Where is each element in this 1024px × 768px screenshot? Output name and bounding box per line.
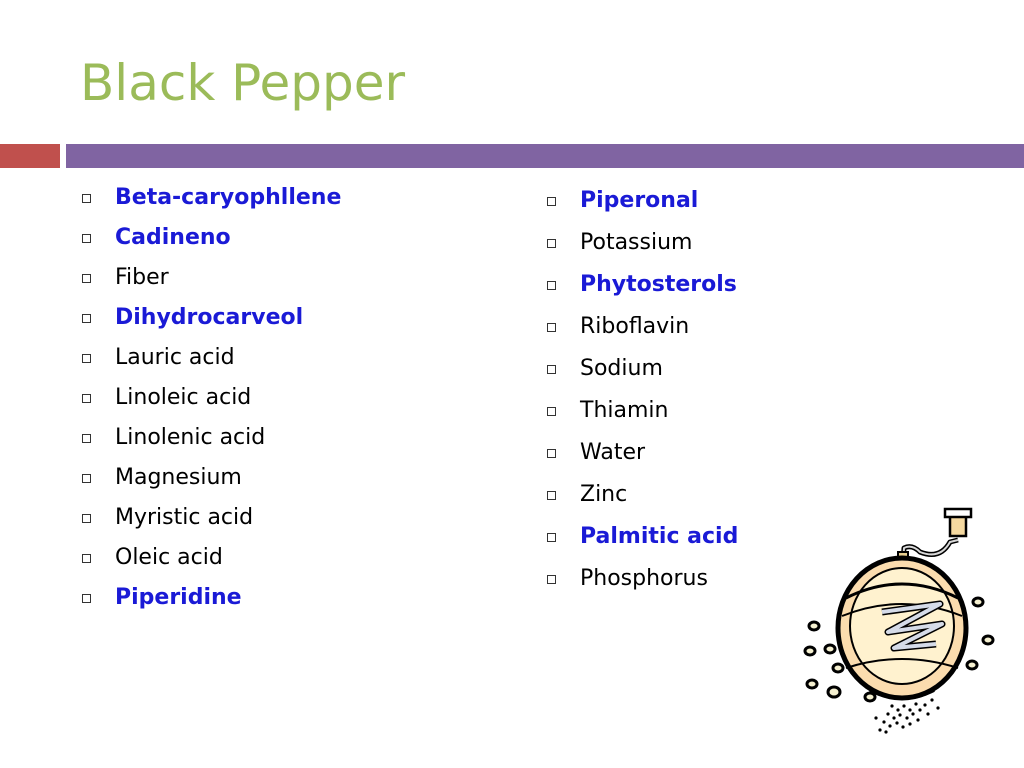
list-item-text: Piperidine xyxy=(115,585,242,610)
square-bullet-icon xyxy=(82,594,91,603)
square-bullet-icon xyxy=(547,449,556,458)
square-bullet-icon xyxy=(82,514,91,523)
pepper-grinder-icon xyxy=(800,500,1000,740)
square-bullet-icon xyxy=(82,314,91,323)
list-item-text: Water xyxy=(580,440,646,465)
list-item-text: Linolenic acid xyxy=(115,425,266,450)
list-item-text: Piperonal xyxy=(580,188,699,213)
list-item-text: Lauric acid xyxy=(115,345,235,370)
square-bullet-icon xyxy=(547,323,556,332)
list-item xyxy=(80,340,341,380)
list-item-text: Linoleic acid xyxy=(115,385,252,410)
list-item xyxy=(80,500,341,540)
list-item xyxy=(80,540,341,580)
list-item xyxy=(545,226,738,268)
left-bullet-list xyxy=(80,180,341,620)
title-divider-bar xyxy=(66,144,1024,168)
list-item-text: Dihydrocarveol xyxy=(115,305,304,330)
square-bullet-icon xyxy=(547,491,556,500)
list-item-text: Thiamin xyxy=(580,398,669,423)
list-item xyxy=(80,260,341,300)
list-item xyxy=(545,310,738,352)
square-bullet-icon xyxy=(547,407,556,416)
list-item xyxy=(545,352,738,394)
list-item xyxy=(80,380,341,420)
square-bullet-icon xyxy=(82,474,91,483)
square-bullet-icon xyxy=(547,365,556,374)
list-item-text: Phytosterols xyxy=(580,272,737,297)
square-bullet-icon xyxy=(82,554,91,563)
list-item-text: Magnesium xyxy=(115,465,242,490)
list-item xyxy=(545,268,738,310)
list-item-text: Potassium xyxy=(580,230,693,255)
list-item xyxy=(80,220,341,260)
list-item xyxy=(545,562,738,604)
square-bullet-icon xyxy=(82,234,91,243)
list-item-text: Zinc xyxy=(580,482,628,507)
list-item xyxy=(545,394,738,436)
square-bullet-icon xyxy=(547,575,556,584)
list-item xyxy=(545,478,738,520)
right-bullet-list xyxy=(545,184,738,604)
list-item xyxy=(80,460,341,500)
list-item-text: Myristic acid xyxy=(115,505,254,530)
list-item-text: Palmitic acid xyxy=(580,524,739,549)
square-bullet-icon xyxy=(82,194,91,203)
list-item xyxy=(545,520,738,562)
slide-title: Black Pepper xyxy=(80,54,406,112)
title-divider-accent xyxy=(0,144,60,168)
list-item-text: Fiber xyxy=(115,265,169,290)
list-item-text: Riboflavin xyxy=(580,314,690,339)
list-item xyxy=(545,436,738,478)
square-bullet-icon xyxy=(82,354,91,363)
square-bullet-icon xyxy=(82,274,91,283)
list-item-text: Beta-caryophllene xyxy=(115,185,342,210)
list-item-text: Phosphorus xyxy=(580,566,708,591)
list-item xyxy=(80,580,341,620)
list-item xyxy=(545,184,738,226)
square-bullet-icon xyxy=(82,394,91,403)
list-item xyxy=(80,300,341,340)
square-bullet-icon xyxy=(547,281,556,290)
square-bullet-icon xyxy=(82,434,91,443)
square-bullet-icon xyxy=(547,197,556,206)
list-item xyxy=(80,420,341,460)
list-item-text: Cadineno xyxy=(115,225,231,250)
list-item-text: Oleic acid xyxy=(115,545,223,570)
list-item xyxy=(80,180,341,220)
square-bullet-icon xyxy=(547,533,556,542)
list-item-text: Sodium xyxy=(580,356,663,381)
square-bullet-icon xyxy=(547,239,556,248)
